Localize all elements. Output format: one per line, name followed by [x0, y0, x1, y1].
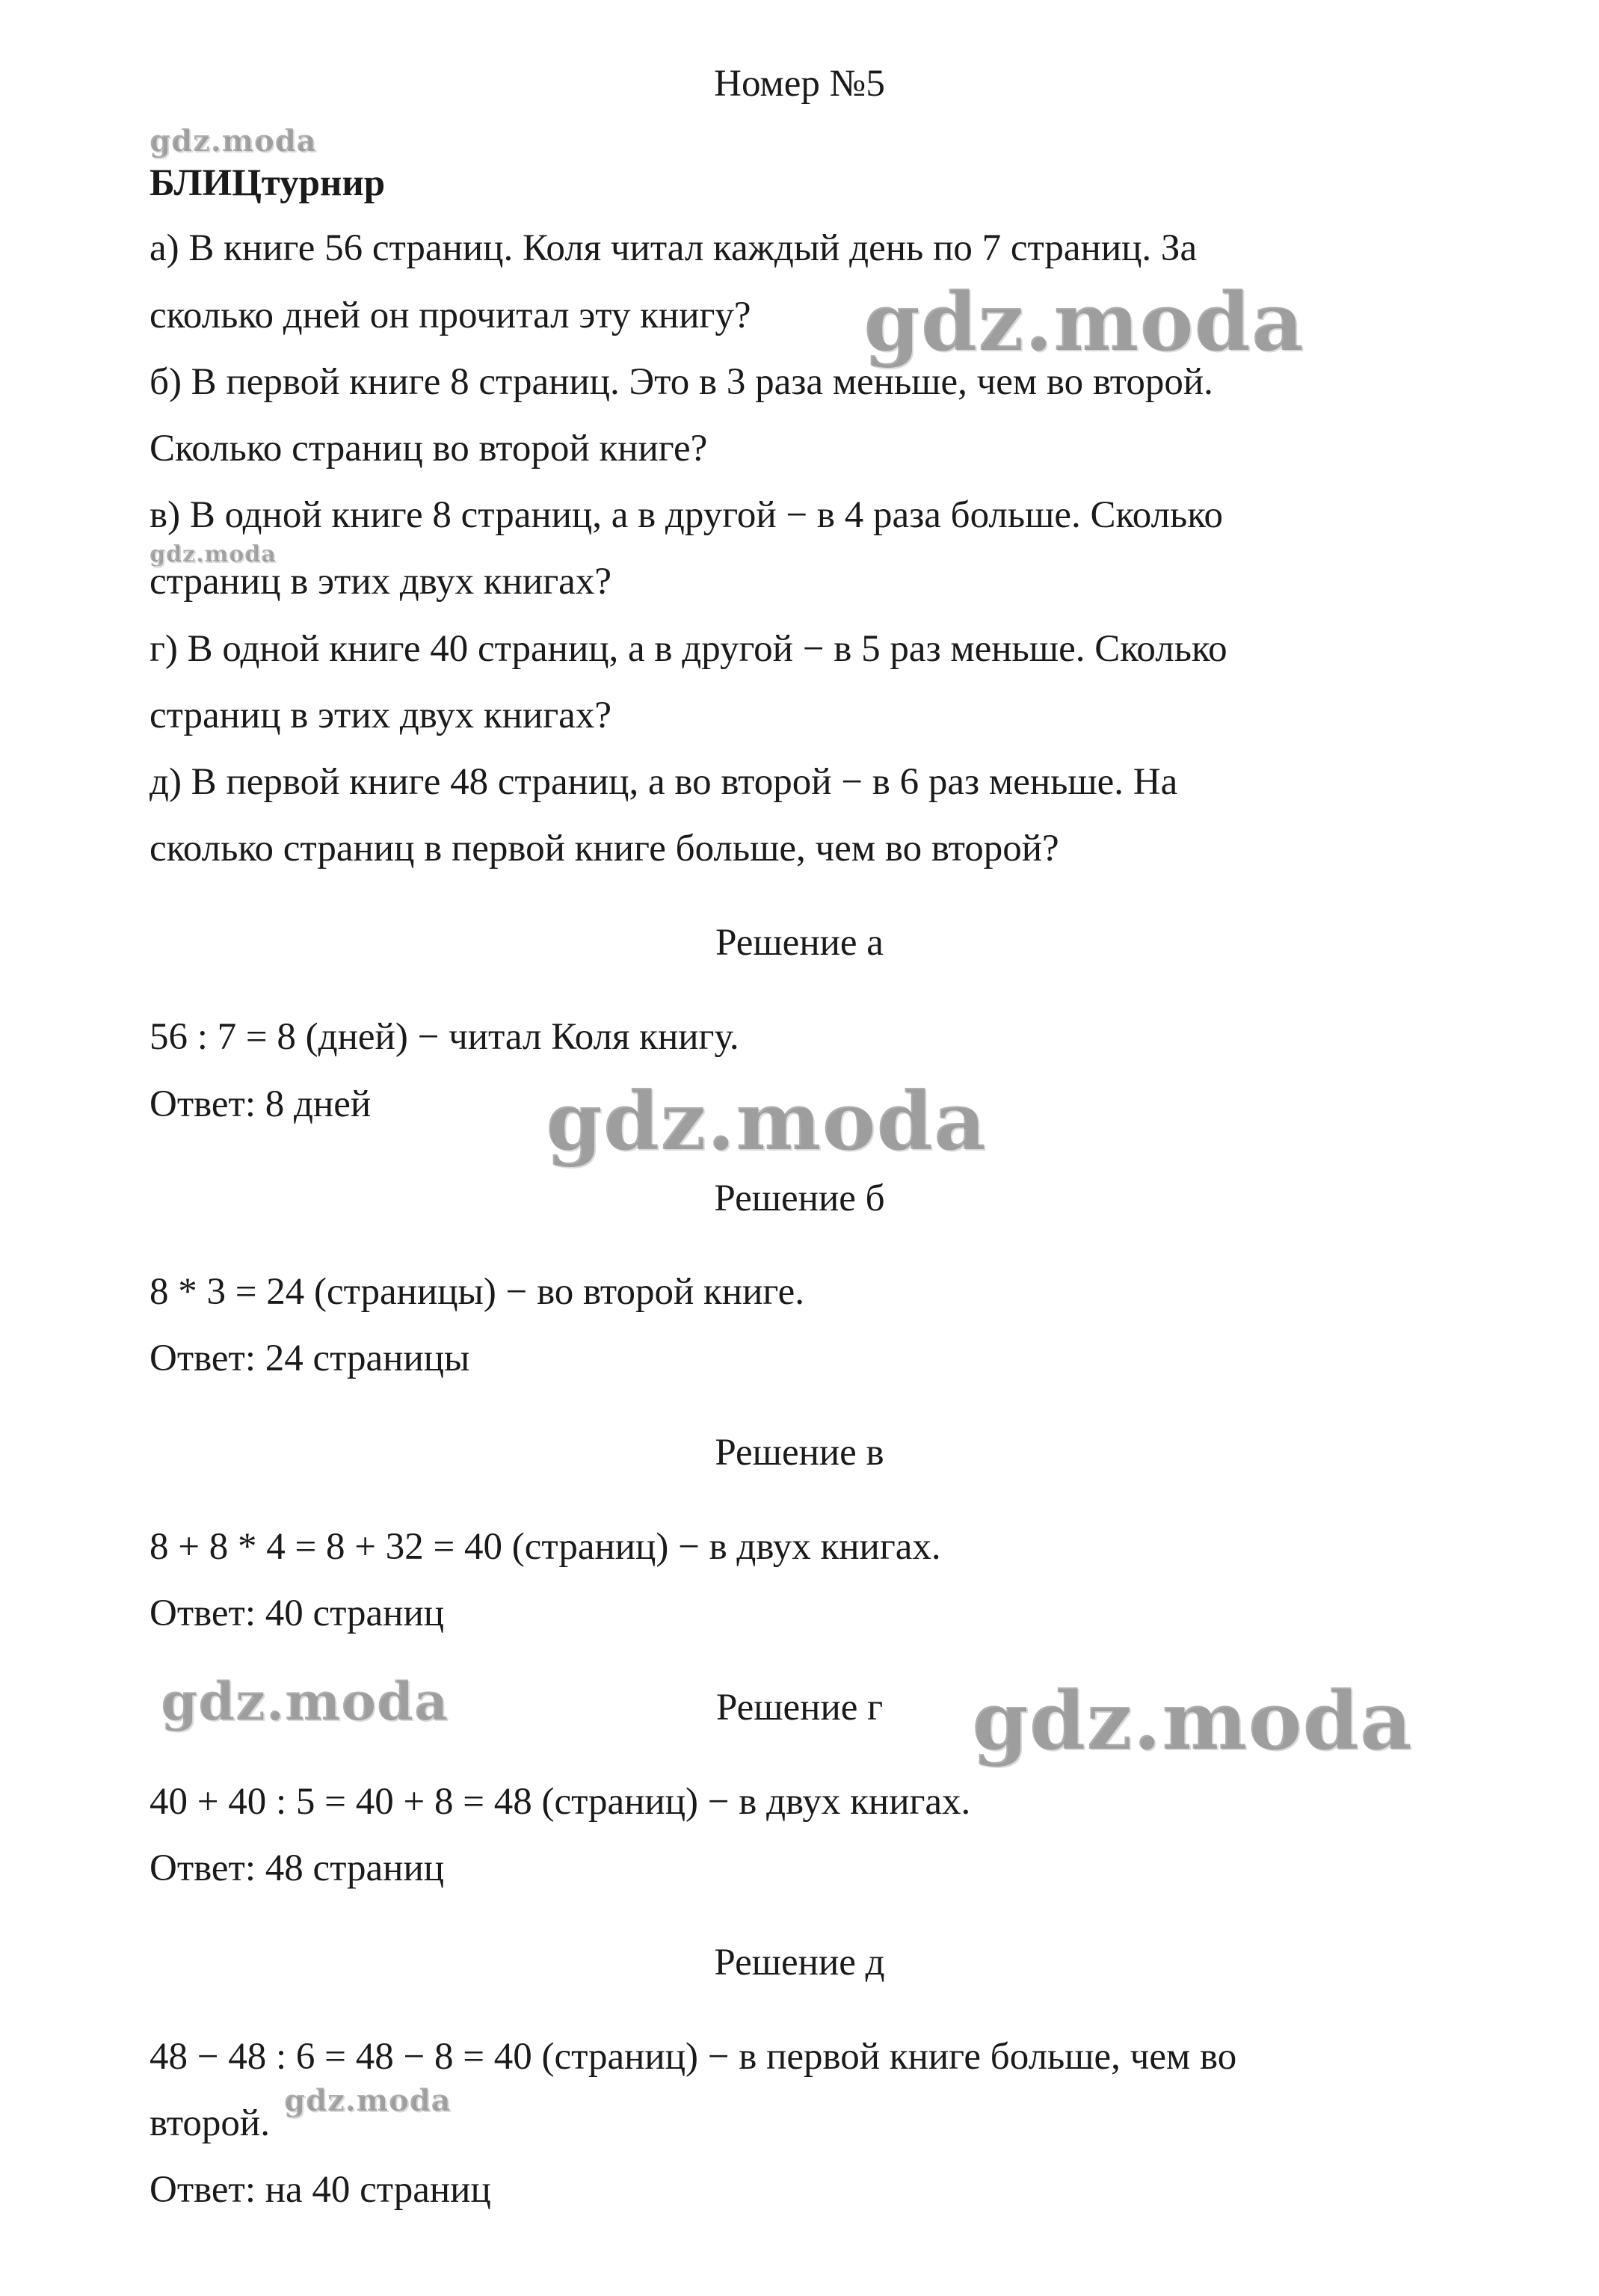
section-title: БЛИЦтурнир: [150, 162, 386, 204]
solution-g-work: 40 + 40 : 5 = 40 + 8 = 48 (страниц) − в двух книгах.: [150, 1781, 971, 1823]
solution-b-answer: Ответ: 24 страницы: [150, 1338, 470, 1379]
watermark-logo: gdz.moda: [161, 1670, 449, 1732]
problem-b-line2: Сколько страниц во второй книге?: [150, 428, 708, 470]
problem-g-line1: г) В одной книге 40 страниц, а в другой − в 5 раз меньше. Сколько: [150, 628, 1227, 670]
problem-a-line2: сколько дней он прочитал эту книгу?: [150, 295, 751, 336]
problem-d-line1: д) В первой книге 48 страниц, а во второй − в 6 раз меньше. На: [150, 761, 1178, 803]
solution-v-work: 8 + 8 * 4 = 8 + 32 = 40 (страниц) − в двух книгах.: [150, 1526, 941, 1568]
watermark-logo: gdz.moda: [972, 1674, 1413, 1768]
problem-b-line1: б) В первой книге 8 страниц. Это в 3 раза меньше, чем во второй.: [150, 361, 1213, 403]
watermark-logo: gdz.moda: [284, 2083, 452, 2118]
page-title: Номер №5: [714, 63, 885, 105]
solution-g-answer: Ответ: 48 страниц: [150, 1847, 445, 1889]
solution-b-heading: Решение б: [714, 1178, 885, 1219]
solution-v-heading: Решение в: [715, 1432, 884, 1474]
watermark-logo: gdz.moda: [863, 275, 1304, 369]
watermark-logo: gdz.moda: [546, 1074, 987, 1169]
watermark-logo: gdz.moda: [150, 123, 317, 158]
problem-v-line1: в) В одной книге 8 страниц, а в другой − в 4 раза больше. Сколько: [150, 494, 1223, 536]
solution-d-work-line1: 48 − 48 : 6 = 48 − 8 = 40 (страниц) − в первой книге больше, чем во: [150, 2036, 1237, 2078]
problem-d-line2: сколько страниц в первой книге больше, чем во второй?: [150, 828, 1059, 870]
solution-a-heading: Решение а: [715, 922, 884, 964]
solution-g-heading: Решение г: [715, 1687, 884, 1729]
problem-g-line2: страниц в этих двух книгах?: [150, 695, 611, 736]
watermark-logo: gdz.moda: [150, 541, 277, 567]
solution-v-answer: Ответ: 40 страниц: [150, 1592, 445, 1634]
solution-a-answer: Ответ: 8 дней: [150, 1083, 372, 1125]
solution-a-work: 56 : 7 = 8 (дней) − читал Коля книгу.: [150, 1016, 739, 1058]
solution-b-work: 8 * 3 = 24 (страницы) − во второй книге.: [150, 1271, 805, 1313]
solution-d-heading: Решение д: [714, 1942, 885, 1983]
problem-v-line2: страниц в этих двух книгах?: [150, 561, 611, 603]
solution-d-answer: Ответ: на 40 страниц: [150, 2169, 491, 2211]
problem-a-line1: а) В книге 56 страниц. Коля читал каждый день по 7 страниц. За: [150, 227, 1198, 269]
solution-d-work-line2: второй.: [150, 2102, 270, 2144]
